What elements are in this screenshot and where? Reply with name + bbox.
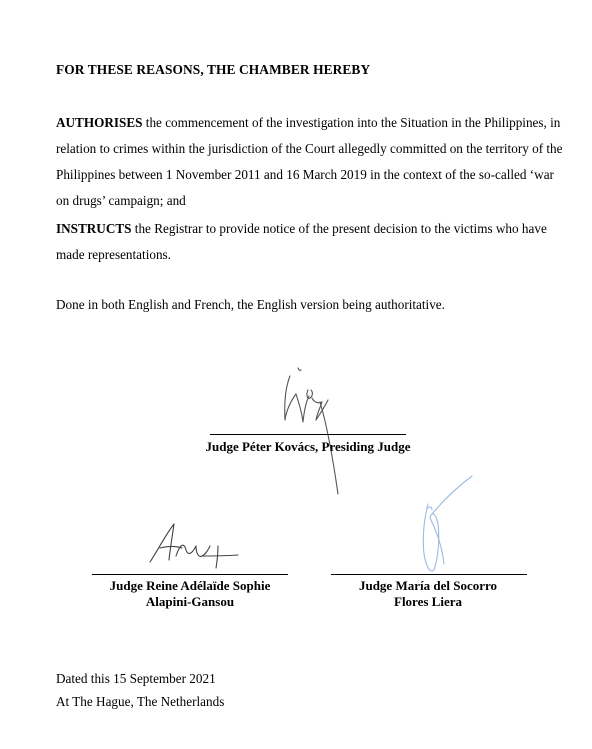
section-heading: FOR THESE REASONS, THE CHAMBER HEREBY bbox=[56, 62, 371, 77]
dated-line: Dated this 15 September 2021 bbox=[56, 671, 216, 686]
right-judge-name bbox=[298, 578, 558, 610]
right-judge-name-line2: Flores Liera bbox=[394, 594, 462, 609]
left-signature-line bbox=[92, 574, 288, 575]
presiding-signature-line bbox=[210, 434, 406, 435]
left-judge-name-line2: Alapini-Gansou bbox=[145, 594, 235, 609]
left-judge-name bbox=[60, 578, 320, 610]
instructs-paragraph bbox=[56, 216, 568, 268]
right-judge-name-line1: Judge María del Socorro bbox=[358, 578, 498, 593]
language-statement: Done in both English and French, the English version being authoritative. bbox=[56, 297, 445, 312]
instructs-text: the Registrar to provide notice of the present decision to the victims who have made representations. bbox=[56, 221, 547, 262]
instructs-keyword: INSTRUCTS bbox=[56, 221, 132, 236]
authorises-paragraph bbox=[56, 110, 568, 214]
right-signature-line bbox=[331, 574, 527, 575]
presiding-judge-name: Judge Péter Kovács, Presiding Judge bbox=[205, 439, 411, 454]
authorises-text: the commencement of the investigation into the Situation in the Philippines, in relation to crimes within the jurisdiction of the Court allegedly committed on the territory of the Philippines between 1 November 2011 and 16 March 2019 in the context of the so-called ‘war on drugs’ campaign; and bbox=[56, 115, 563, 208]
place-line: At The Hague, The Netherlands bbox=[56, 694, 225, 709]
left-judge-signature bbox=[142, 516, 242, 572]
presiding-judge-signature bbox=[276, 362, 356, 502]
left-judge-name-line1: Judge Reine Adélaïde Sophie bbox=[109, 578, 271, 593]
authorises-keyword: AUTHORISES bbox=[56, 115, 143, 130]
right-judge-signature bbox=[418, 474, 478, 578]
